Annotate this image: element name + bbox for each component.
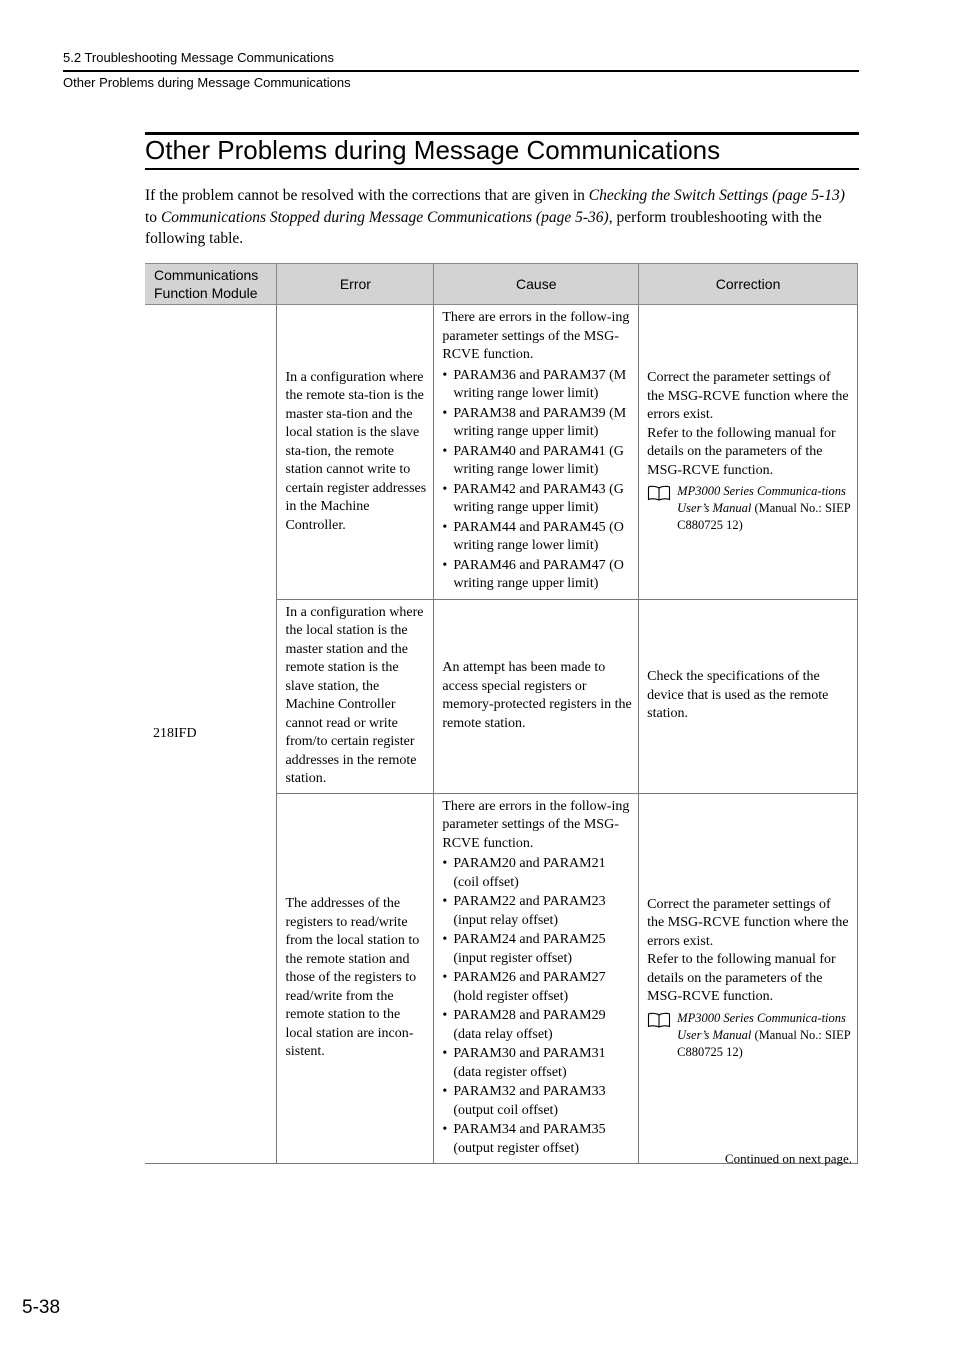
list-item: • PARAM28 and PARAM29 (data relay offset) bbox=[442, 1007, 632, 1044]
title-bottom-rule bbox=[145, 168, 859, 170]
list-item: • PARAM20 and PARAM21 (coil offset) bbox=[442, 855, 632, 892]
cause-cell bbox=[434, 793, 639, 1164]
list-item: • PARAM44 and PARAM45 (O writing range lower limit) bbox=[442, 519, 632, 556]
column-header-correction: Correction bbox=[639, 264, 858, 305]
error-cell: In a configuration where the local station is the master station and the remote station is the slave station, the Machine Controller cannot read or write from/to certain register addresses in the remote station. bbox=[277, 599, 434, 793]
table-row bbox=[145, 305, 858, 600]
correction-reference: Refer to the following manual for details on the parameters of the MSG-RCVE function. bbox=[647, 425, 836, 478]
manual-number: (Manual No.: SIEP C880725 12) bbox=[677, 501, 851, 533]
manual-number: (Manual No.: SIEP C880725 12) bbox=[677, 1027, 851, 1059]
list-item: • PARAM46 and PARAM47 (O writing range upper limit) bbox=[442, 557, 632, 594]
book-icon bbox=[647, 485, 671, 501]
correction-text: Correct the parameter settings of the MSG-RCVE function where the errors exist. bbox=[647, 370, 849, 423]
page-title: Other Problems during Message Communications bbox=[145, 135, 721, 165]
column-header-module: Communications Function Module bbox=[145, 264, 277, 305]
page-number: 5-38 bbox=[22, 1297, 61, 1318]
manual-title: MP3000 Series Communica-tions User’s Manual bbox=[677, 484, 846, 516]
list-item: • PARAM38 and PARAM39 (M writing range upper limit) bbox=[442, 405, 632, 442]
intro-reference-1[interactable]: Checking the Switch Settings (page 5-13) bbox=[588, 187, 845, 204]
manual-reference bbox=[647, 1010, 851, 1061]
list-item: • PARAM30 and PARAM31 (data register offset) bbox=[442, 1045, 632, 1082]
list-item: • PARAM24 and PARAM25 (input register offset) bbox=[442, 931, 632, 968]
manual-citation bbox=[677, 1010, 851, 1061]
correction-cell bbox=[639, 305, 858, 600]
book-icon bbox=[647, 1012, 671, 1028]
cause-list bbox=[442, 367, 632, 594]
cause-cell: An attempt has been made to access special registers or memory-protected registers in the remote station. bbox=[434, 599, 639, 793]
intro-text-3: , perform troubleshooting with the following table. bbox=[145, 208, 822, 247]
list-item: • PARAM40 and PARAM41 (G writing range lower limit) bbox=[442, 443, 632, 480]
intro-text-2: to bbox=[145, 208, 161, 226]
list-item: • PARAM22 and PARAM23 (input relay offset) bbox=[442, 893, 632, 930]
list-item: • PARAM42 and PARAM43 (G writing range upper limit) bbox=[442, 481, 632, 518]
correction-cell: Check the specifications of the device that is used as the remote station. bbox=[639, 599, 858, 793]
table-header-row bbox=[145, 264, 858, 305]
running-header-section: 5.2 Troubleshooting Message Communications bbox=[63, 50, 334, 65]
list-item: • PARAM32 and PARAM33 (output coil offset) bbox=[442, 1083, 632, 1120]
correction-text: Correct the parameter settings of the MSG-RCVE function where the errors exist. bbox=[647, 896, 849, 949]
error-cell: The addresses of the registers to read/write from the local station to the remote station and those of the registers to read/write from the remote station to the local station are incon-sistent. bbox=[277, 793, 434, 1164]
manual-reference bbox=[647, 483, 851, 534]
column-header-error: Error bbox=[277, 264, 434, 305]
header-rule bbox=[63, 70, 859, 72]
running-header-subsection: Other Problems during Message Communications bbox=[63, 75, 351, 90]
error-cell: In a configuration where the remote sta-tion is the master sta-tion and the local station is the slave sta-tion, the remote station cannot write to certain register addresses in the Machine Controller. bbox=[277, 305, 434, 600]
intro-paragraph bbox=[145, 185, 859, 250]
cause-cell bbox=[434, 305, 639, 600]
module-cell: 218IFD bbox=[145, 305, 277, 1164]
list-item: • PARAM36 and PARAM37 (M writing range lower limit) bbox=[442, 367, 632, 404]
troubleshooting-table bbox=[145, 263, 858, 1164]
manual-title: MP3000 Series Communica-tions User’s Manual bbox=[677, 1010, 846, 1042]
cause-list bbox=[442, 855, 632, 1158]
correction-cell bbox=[639, 793, 858, 1164]
correction-reference: Refer to the following manual for details on the parameters of the MSG-RCVE function. bbox=[647, 952, 836, 1005]
list-item: • PARAM34 and PARAM35 (output register offset) bbox=[442, 1121, 632, 1158]
continued-note: Continued on next page. bbox=[724, 1151, 852, 1166]
list-item: • PARAM26 and PARAM27 (hold register offset) bbox=[442, 969, 632, 1006]
cause-intro: There are errors in the follow-ing parameter settings of the MSG-RCVE function. bbox=[442, 798, 630, 851]
intro-text-1: If the problem cannot be resolved with the corrections that are given in bbox=[145, 187, 589, 204]
column-header-cause: Cause bbox=[434, 264, 639, 305]
intro-reference-2[interactable]: Communications Stopped during Message Communications (page 5-36) bbox=[160, 208, 609, 226]
cause-intro: There are errors in the follow-ing parameter settings of the MSG-RCVE function. bbox=[442, 310, 630, 362]
manual-citation bbox=[677, 483, 851, 534]
